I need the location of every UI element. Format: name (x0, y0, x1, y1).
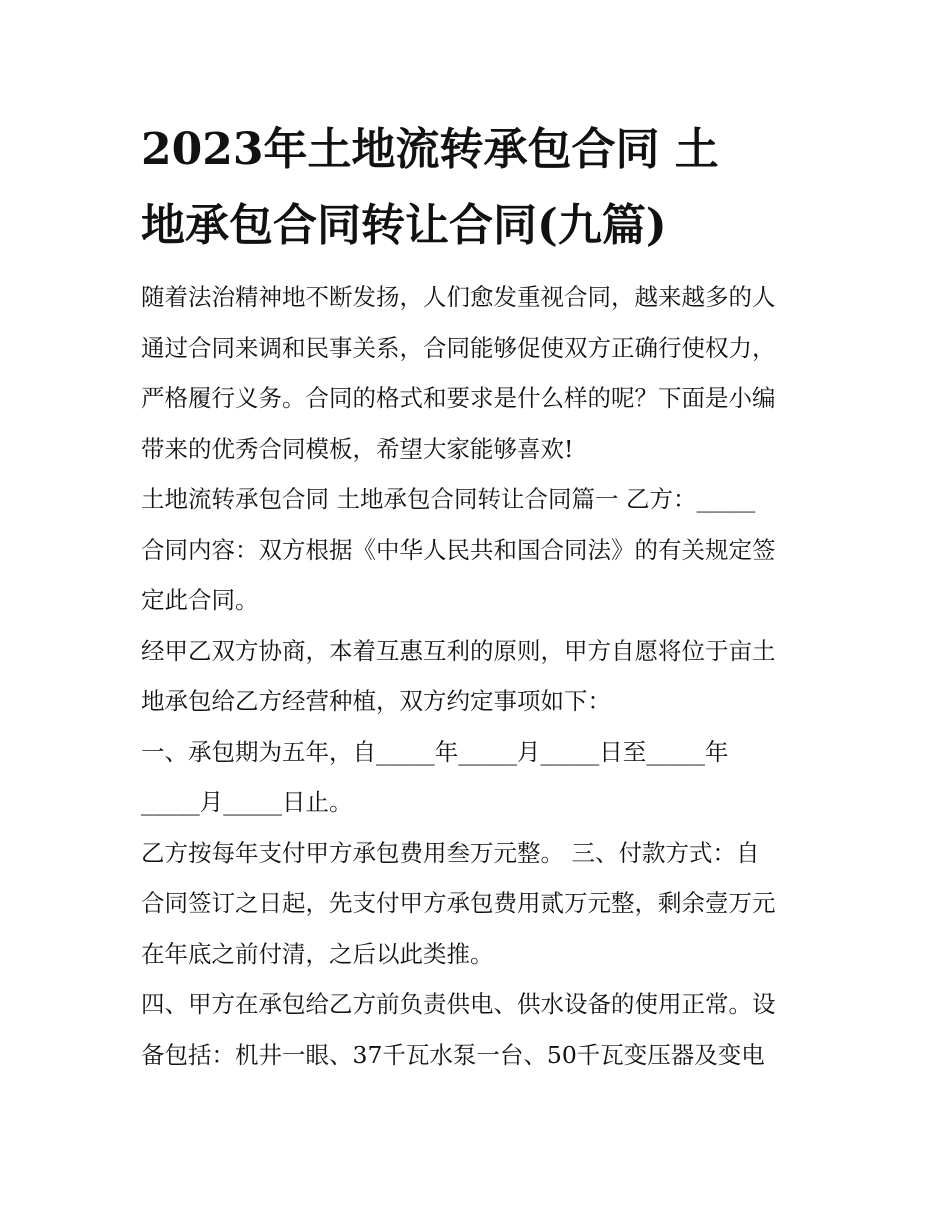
text-line: 土地流转承包合同 土地承包合同转让合同篇一 乙方：_____ (141, 485, 756, 513)
document-body (141, 272, 813, 1080)
contract-heading-paragraph (141, 474, 813, 626)
text-line: 合同内容：双方根据《中华人民共和国合同法》的有关规定签 (141, 535, 776, 564)
agreement-paragraph (141, 626, 813, 727)
clause-equipment-paragraph (141, 979, 813, 1080)
text-line: 随着法治精神地不断发扬，人们愈发重视合同，越来越多的人 (141, 283, 776, 311)
text-line: 通过合同来调和民事关系，合同能够促使双方正确行使权力， (141, 333, 776, 362)
text-line: 定此合同。 (141, 586, 259, 614)
text-line: 合同签订之日起，先支付甲方承包费用贰万元整，剩余壹万元 (141, 889, 776, 917)
text-line: 四、甲方在承包给乙方前负责供电、供水设备的使用正常。设 (141, 990, 776, 1018)
document-title (141, 112, 813, 264)
intro-paragraph (141, 272, 813, 474)
text-line: 乙方按每年支付甲方承包费用叁万元整。 三、付款方式：自 (141, 838, 760, 867)
text-line: 严格履行义务。合同的格式和要求是什么样的呢？下面是小编 (141, 384, 776, 412)
text-line: 在年底之前付清，之后以此类推。 (141, 939, 494, 968)
text-line: 一、承包期为五年，自_____年_____月_____日至_____年 (141, 737, 729, 766)
text-line: 备包括：机井一眼、37千瓦水泵一台、50千瓦变压器及变电 (141, 1040, 765, 1069)
clause-payment-paragraph (141, 828, 813, 980)
text-line: 带来的优秀合同模板，希望大家能够喜欢! (141, 434, 574, 463)
document-page (141, 112, 813, 1080)
text-line: _____月_____日止。 (141, 788, 353, 816)
title-line: 2023年土地流转承包合同 土 (141, 124, 719, 175)
title-line: 地承包合同转让合同(九篇) (141, 200, 667, 251)
clause-term-paragraph (141, 727, 813, 828)
text-line: 经甲乙双方协商，本着互惠互利的原则，甲方自愿将位于亩土 (141, 636, 776, 665)
text-line: 地承包给乙方经营种植，双方约定事项如下： (141, 687, 611, 715)
